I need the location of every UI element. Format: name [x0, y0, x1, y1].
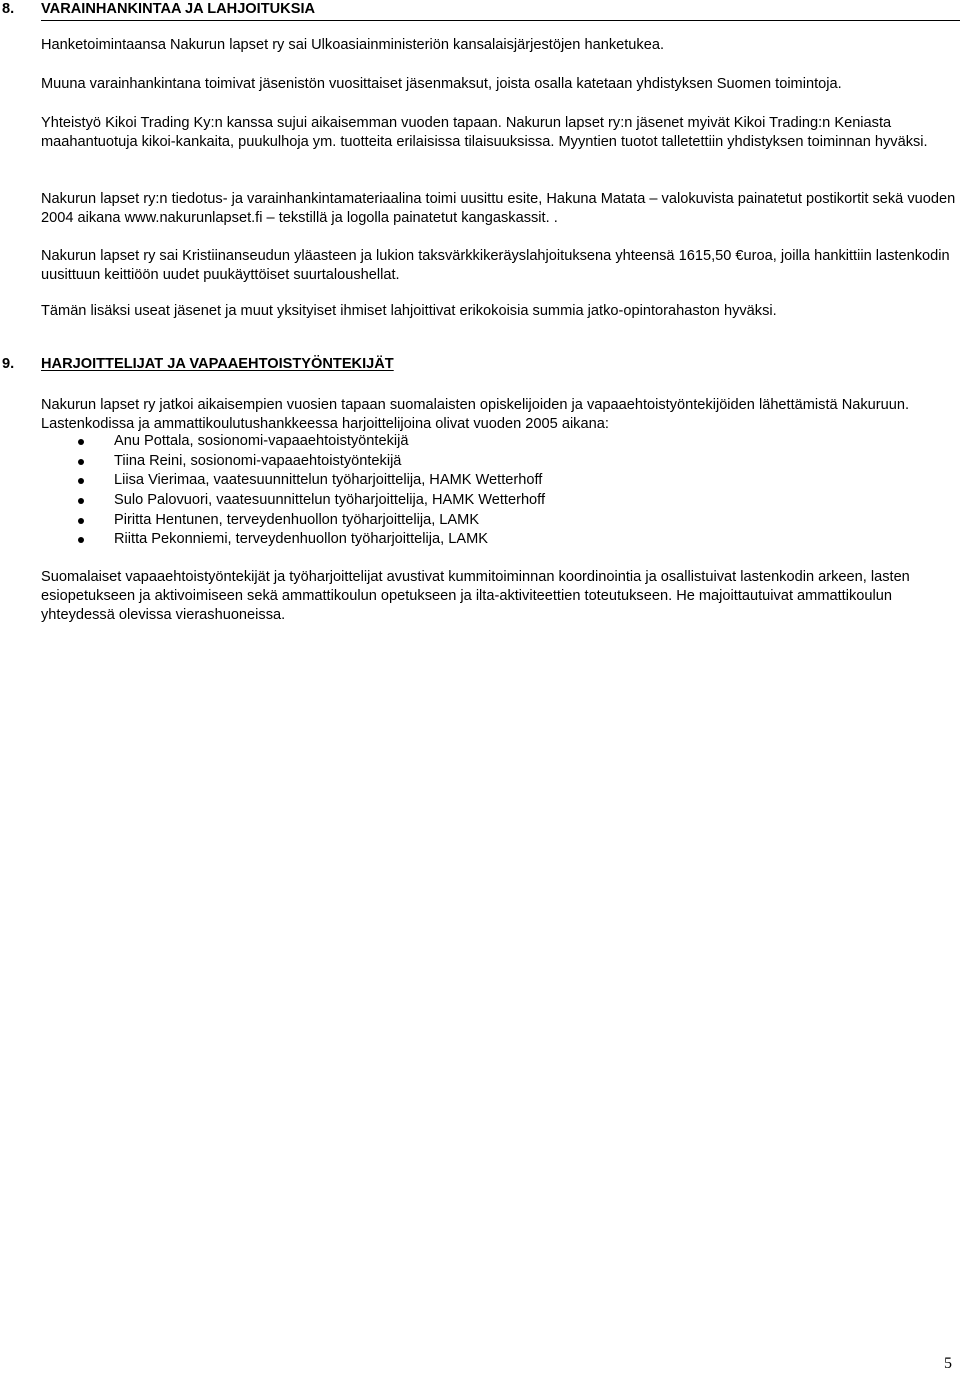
bullet-icon [78, 478, 84, 484]
bullet-icon [78, 537, 84, 543]
section-9-title: HARJOITTELIJAT JA VAPAAEHTOISTYÖNTEKIJÄT [41, 356, 394, 372]
list-item [41, 432, 545, 452]
section-8-paragraph-2: Muuna varainhankintana toimivat jäsenistön vuosittaiset jäsenmaksut, joista osalla katetaan yhdistyksen Suomen toimintoja. [41, 76, 842, 92]
bullet-icon [78, 439, 84, 445]
list-item-text: Sulo Palovuori, vaatesuunnittelun työharjoittelija, HAMK Wetterhoff [114, 492, 546, 509]
section-8-heading [0, 0, 960, 18]
section-8-number: 8. [2, 1, 15, 17]
section-8-paragraph-5: Nakurun lapset ry sai Kristiinanseudun yläasteen ja lukion taksvärkkikeräyslahjoituksena yhteensä 1615,50 €uroa, joilla hankittiin lastenkodin uusittuun keittiöön uudet puukäyttöiset suurtaloushellat. [41, 248, 950, 283]
list-item-text: Tiina Reini, sosionomi-vapaaehtoistyöntekijä [114, 452, 402, 469]
list-item [41, 491, 545, 511]
bullet-icon [78, 518, 84, 524]
people-list [41, 432, 545, 550]
section-8-rule [41, 20, 960, 21]
list-item-text: Liisa Vierimaa, vaatesuunnittelun työharjoittelija, HAMK Wetterhoff [114, 472, 543, 489]
section-9-closing: Suomalaiset vapaaehtoistyöntekijät ja työharjoittelijat avustivat kummitoiminnan koordinointia ja osallistuivat lastenkodin arkeen, lasten esiopetukseen ja aktivoimiseen sekä ammattikoulun opetukseen ja ilta-aktiviteettien toteutukseen. He majoittautuivat ammattikoulun yhteydessä olevissa vierashuoneissa. [41, 569, 910, 623]
list-item-text: Piritta Hentunen, terveydenhuollon työharjoittelija, LAMK [114, 511, 480, 528]
section-8-paragraph-6: Tämän lisäksi useat jäsenet ja muut yksityiset ihmiset lahjoittivat erikokoisia summia jatko-opintorahaston hyväksi. [41, 303, 777, 319]
section-9-number: 9. [2, 356, 15, 372]
list-item [41, 511, 545, 531]
section-8-title: VARAINHANKINTAA JA LAHJOITUKSIA [41, 1, 316, 17]
page-number: 5 [944, 1355, 952, 1372]
bullet-icon [78, 459, 84, 465]
section-9-heading [0, 355, 960, 373]
bullet-icon [78, 498, 84, 504]
list-item-text: Anu Pottala, sosionomi-vapaaehtoistyöntekijä [114, 433, 409, 449]
section-8-paragraph-4: Nakurun lapset ry:n tiedotus- ja varainhankintamateriaalina toimi uusittu esite, Hakuna Matata – valokuvista painatetut postikortit sekä vuoden 2004 aikana www.nakurunlapset.fi – tekstillä ja logolla painatetut kangaskassit. . [41, 191, 956, 226]
list-item [41, 530, 545, 550]
list-item-text: Riitta Pekonniemi, terveydenhuollon työharjoittelija, LAMK [114, 531, 488, 548]
section-9-intro: Nakurun lapset ry jatkoi aikaisempien vuosien tapaan suomalaisten opiskelijoiden ja vapaaehtoistyöntekijöiden lähettämistä Nakuruun. Lastenkodissa ja ammattikoulutushankkeessa harjoittelijoina olivat vuoden 2005 aikana: [41, 397, 910, 432]
section-8-paragraph-1: Hanketoimintaansa Nakurun lapset ry sai Ulkoasiainministeriön kansalaisjärjestöjen hanketukea. [41, 37, 664, 53]
list-item [41, 452, 545, 472]
list-item [41, 471, 545, 491]
section-8-paragraph-3: Yhteistyö Kikoi Trading Ky:n kanssa sujui aikaisemman vuoden tapaan. Nakurun lapset ry:n jäsenet myivät Kikoi Trading:n Keniasta maahantuotuja kikoi-kankaita, puukulhoja ym. tuotteita erilaisissa tilaisuuksissa. Myyntien tuotot talletettiin yhdistyksen toiminnan hyväksi. [41, 115, 928, 150]
